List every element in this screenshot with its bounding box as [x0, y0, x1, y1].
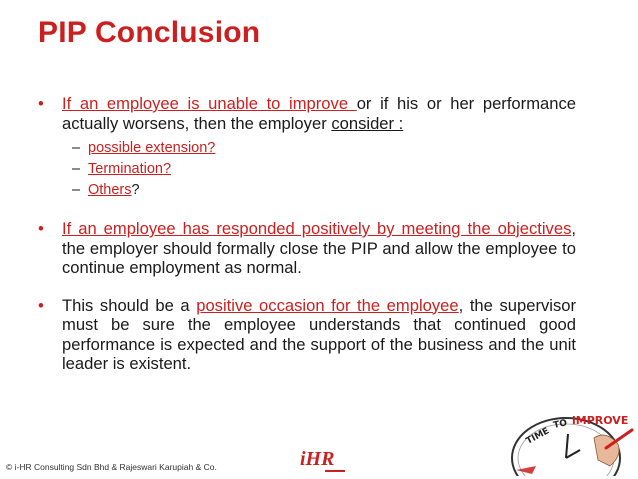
bullet-marker: •: [38, 94, 44, 113]
bullet1-text: or if his or her performance actually worsens, then the employer: [62, 94, 576, 133]
bullet3-highlight: positive occasion for the employee: [196, 295, 459, 315]
bullet1-consider: consider :: [331, 113, 404, 133]
svg-text:iMPROVE: iMPROVE: [572, 414, 629, 427]
dash-marker: –: [72, 140, 81, 156]
svg-text:TIME: TIME: [524, 426, 552, 447]
options-list: [62, 138, 576, 201]
copyright-footer: © i-HR Consulting Sdn Bhd & Rajeswari Karupiah & Co.: [6, 462, 217, 472]
option-text: Termination?: [88, 161, 172, 177]
slide-content: [38, 94, 576, 392]
bullet2-highlight: If an employee has responded positively by meeting the objectives: [62, 219, 572, 238]
option-text: Others: [88, 182, 132, 198]
bullet-positive-occasion: [38, 296, 576, 374]
time-to-improve-clock-icon: [506, 400, 634, 476]
option-suffix: ?: [131, 182, 140, 198]
option-text: possible extension?: [88, 140, 216, 156]
bullet-marker: •: [38, 295, 44, 315]
logo-underline: [325, 470, 345, 472]
dash-marker: –: [72, 161, 81, 177]
list-item: [72, 159, 576, 180]
bullet-improvement-failure: [38, 94, 576, 201]
list-item: [72, 180, 576, 201]
bullet-marker: •: [38, 219, 44, 238]
bullet3-text-end: , the supervisor must be sure the employee understands that continued good performance is expected and the support of the business and the unit leader is existent.: [62, 295, 577, 373]
dash-marker: –: [72, 182, 81, 198]
svg-text:TO: TO: [552, 418, 569, 431]
ihr-logo: iHR: [300, 448, 335, 470]
bullet2-text: , the employer should formally close the PIP and allow the employee to continue employment as normal.: [62, 219, 576, 277]
bullet1-highlight: If an employee is unable to improve: [62, 94, 357, 113]
list-item: [72, 138, 576, 159]
slide-title: PIP Conclusion: [38, 16, 261, 49]
bullet-positive-response: [38, 219, 576, 278]
bullet3-text-start: This should be a: [62, 295, 197, 315]
